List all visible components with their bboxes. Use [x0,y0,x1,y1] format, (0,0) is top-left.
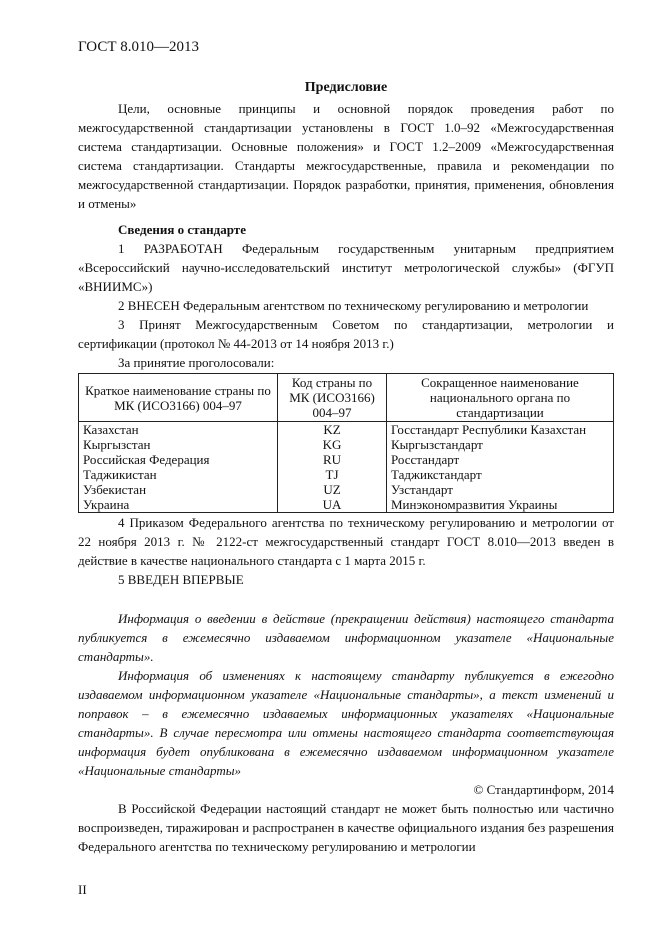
standard-info-heading: Сведения о стандарте [118,222,246,237]
country-code: KZ [278,422,387,438]
table-row [79,422,614,438]
national-body: Минэкономразвития Украины [387,497,614,513]
country-code: RU [278,452,387,467]
preface-intro: Цели, основные принципы и основной порядок проведения работ по межгосударственной стандартизации установлены в ГОСТ 1.0–92 «Межгосударственная система стандартизации. Основные положения» и ГОСТ 1.2–2009 «Межгосударственная система стандартизации. Стандарты межгосударственные, правила и рекомендации по межгосударственной стандартизации. Порядок разработки, принятия, применения, обновления и отмены» [78,101,614,211]
reproduction-notice: В Российской Федерации настоящий стандарт не может быть полностью или частично воспроизведен, тиражирован и распространен в качестве официального издания без разрешения Федерального агентства по техническому регулированию и метрологии [78,801,614,854]
national-body: Госстандарт Республики Казахстан [387,422,614,438]
header-country-code: Код страны по МК (ИСО3166) 004–97 [278,374,387,422]
country-code: UA [278,497,387,513]
preface-section [78,78,614,856]
national-body: Таджикстандарт [387,467,614,482]
item-submitted: 2 ВНЕСЕН Федеральным агентством по техническому регулированию и метрологии [118,298,589,313]
national-body: Росстандарт [387,452,614,467]
item-enacted: 4 Приказом Федерального агентства по техническому регулированию и метрологии от 22 ноября 2013 г. № 2122-ст межгосударственный стандарт ГОСТ 8.010—2013 введен в действие в качестве национального стандарта с 1 марта 2015 г. [78,515,614,568]
page-number: II [78,882,87,897]
national-body: Кыргызстандарт [387,437,614,452]
country-name: Узбекистан [79,482,278,497]
country-name: Казахстан [79,422,278,438]
document-code: ГОСТ 8.010—2013 [78,39,199,55]
country-name: Таджикистан [79,467,278,482]
table-row [79,497,614,513]
table-header-row [79,374,614,422]
preface-title: Предисловие [304,80,388,95]
voting-countries-table [78,373,614,513]
info-enactment-paragraph: Информация о введении в действие (прекращении действия) настоящего стандарта публикуется в ежемесячно издаваемом информационном указателе «Национальные стандарты». [78,611,614,664]
table-row [79,482,614,497]
table-row [79,467,614,482]
item-first-introduced: 5 ВВЕДЕН ВПЕРВЫЕ [118,572,244,587]
country-name: Кыргызстан [79,437,278,452]
section-spacer [78,589,614,609]
country-code: TJ [278,467,387,482]
table-row [79,437,614,452]
country-name: Украина [79,497,278,513]
item-adopted: 3 Принят Межгосударственным Советом по стандартизации, метрологии и сертификации (протокол № 44-2013 от 14 ноября 2013 г.) [78,317,614,351]
header-national-body: Сокращенное наименование национального органа по стандартизации [387,374,614,422]
country-name: Российская Федерация [79,452,278,467]
info-changes-paragraph: Информация об изменениях к настоящему стандарту публикуется в ежегодно издаваемом информационном указателе «Национальные стандарты», а текст изменений и поправок – в ежемесячно издаваемых информационных указателях «Национальные стандарты». В случае пересмотра или отмены настоящего стандарта соответствующая информация будет опубликована в ежемесячно издаваемом информационном указателе «Национальные стандарты» [78,668,614,778]
national-body: Узстандарт [387,482,614,497]
voted-label: За принятие проголосовали: [118,355,275,370]
table-row [79,452,614,467]
copyright-line: © Стандартинформ, 2014 [473,782,614,797]
item-developed: 1 РАЗРАБОТАН Федеральным государственным унитарным предприятием «Всероссийский научно-исследовательский институт метрологической службы» (ФГУП «ВНИИМС») [78,241,614,294]
country-code: UZ [278,482,387,497]
header-country-name: Краткое наименование страны по МК (ИСО3166) 004–97 [79,374,278,422]
country-code: KG [278,437,387,452]
